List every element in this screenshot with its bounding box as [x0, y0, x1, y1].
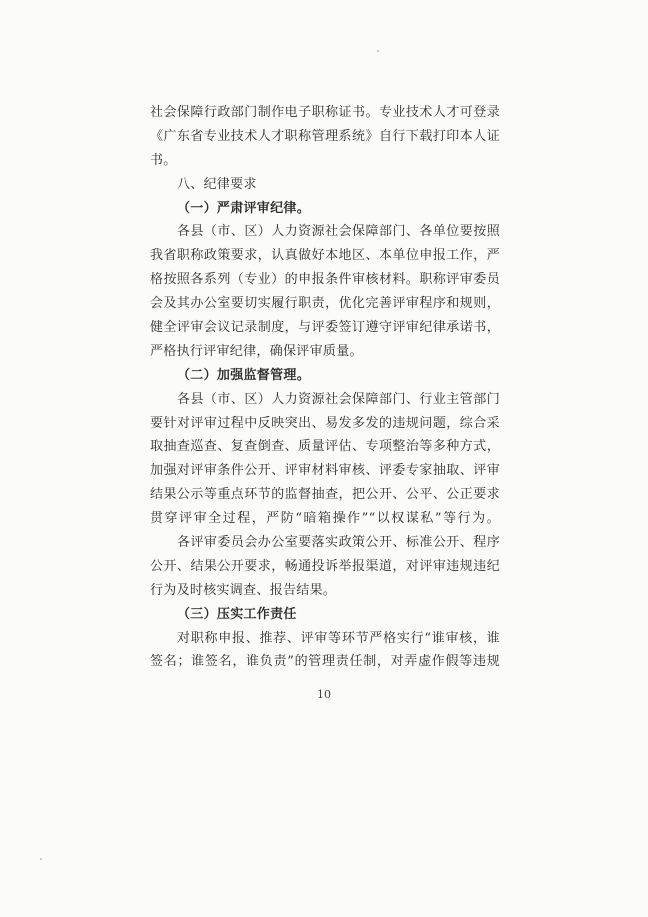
- body-line: 结果公示等重点环节的监督抽查，把公开、公平、公正要求: [150, 487, 500, 503]
- body-line: 格按照各系列（专业）的申报条件审核材料。职称评审委员: [150, 272, 500, 288]
- body-line: 各县（市、区）人力资源社会保障部门、行业主管部门: [177, 391, 500, 407]
- body-line: 对职称申报、推荐、评审等环节严格实行“谁审核，谁: [177, 630, 500, 646]
- subsection-heading: （一）严肃评审纪律。: [177, 200, 311, 216]
- body-line: 要针对评审过程中反映突出、易发多发的违规问题，综合采: [150, 415, 500, 431]
- body-line: 社会保障行政部门制作电子职称证书。专业技术人才可登录: [150, 105, 500, 120]
- body-line: 健全评审会议记录制度，与评委签订遵守评审纪律承诺书，: [150, 320, 500, 336]
- body-line: 《广东省专业技术人才职称管理系统》自行下载打印本人证: [150, 128, 500, 144]
- scan-speck: [40, 858, 42, 860]
- document-body: [150, 101, 500, 674]
- subsection-heading: （三）压实工作责任: [177, 606, 297, 622]
- body-line: 公开、结果公开要求，畅通投诉举报渠道，对评审违规违纪: [150, 558, 500, 574]
- body-line: 我省职称政策要求，认真做好本地区、本单位申报工作，严: [150, 248, 500, 264]
- subsection-heading: （二）加强监督管理。: [177, 367, 311, 383]
- body-line: 会及其办公室要切实履行职责，优化完善评审程序和规则，: [150, 296, 500, 312]
- body-line: 行为及时核实调查、报告结果。: [150, 582, 337, 598]
- body-line: 各县（市、区）人力资源社会保障部门、各单位要按照: [177, 224, 500, 240]
- body-line: 取抽查巡查、复查倒查、质量评估、专项整治等多种方式，: [150, 439, 500, 455]
- body-line: 严格执行评审纪律，确保评审质量。: [150, 343, 363, 359]
- section-heading: 八、纪律要求: [177, 176, 257, 192]
- body-line: 签名；谁签名，谁负责”的管理责任制，对弄虚作假等违规: [150, 654, 500, 670]
- body-line: 书。: [150, 152, 177, 168]
- body-line: 加强对评审条件公开、评审材料审核、评委专家抽取、评审: [150, 463, 500, 479]
- body-line: 贯穿评审全过程，严防“暗箱操作”“以权谋私”等行为。: [150, 511, 500, 527]
- body-line: 各评审委员会办公室要落实政策公开、标准公开、程序: [177, 535, 500, 551]
- page-number: 10: [317, 688, 331, 701]
- scan-speck: [377, 50, 379, 52]
